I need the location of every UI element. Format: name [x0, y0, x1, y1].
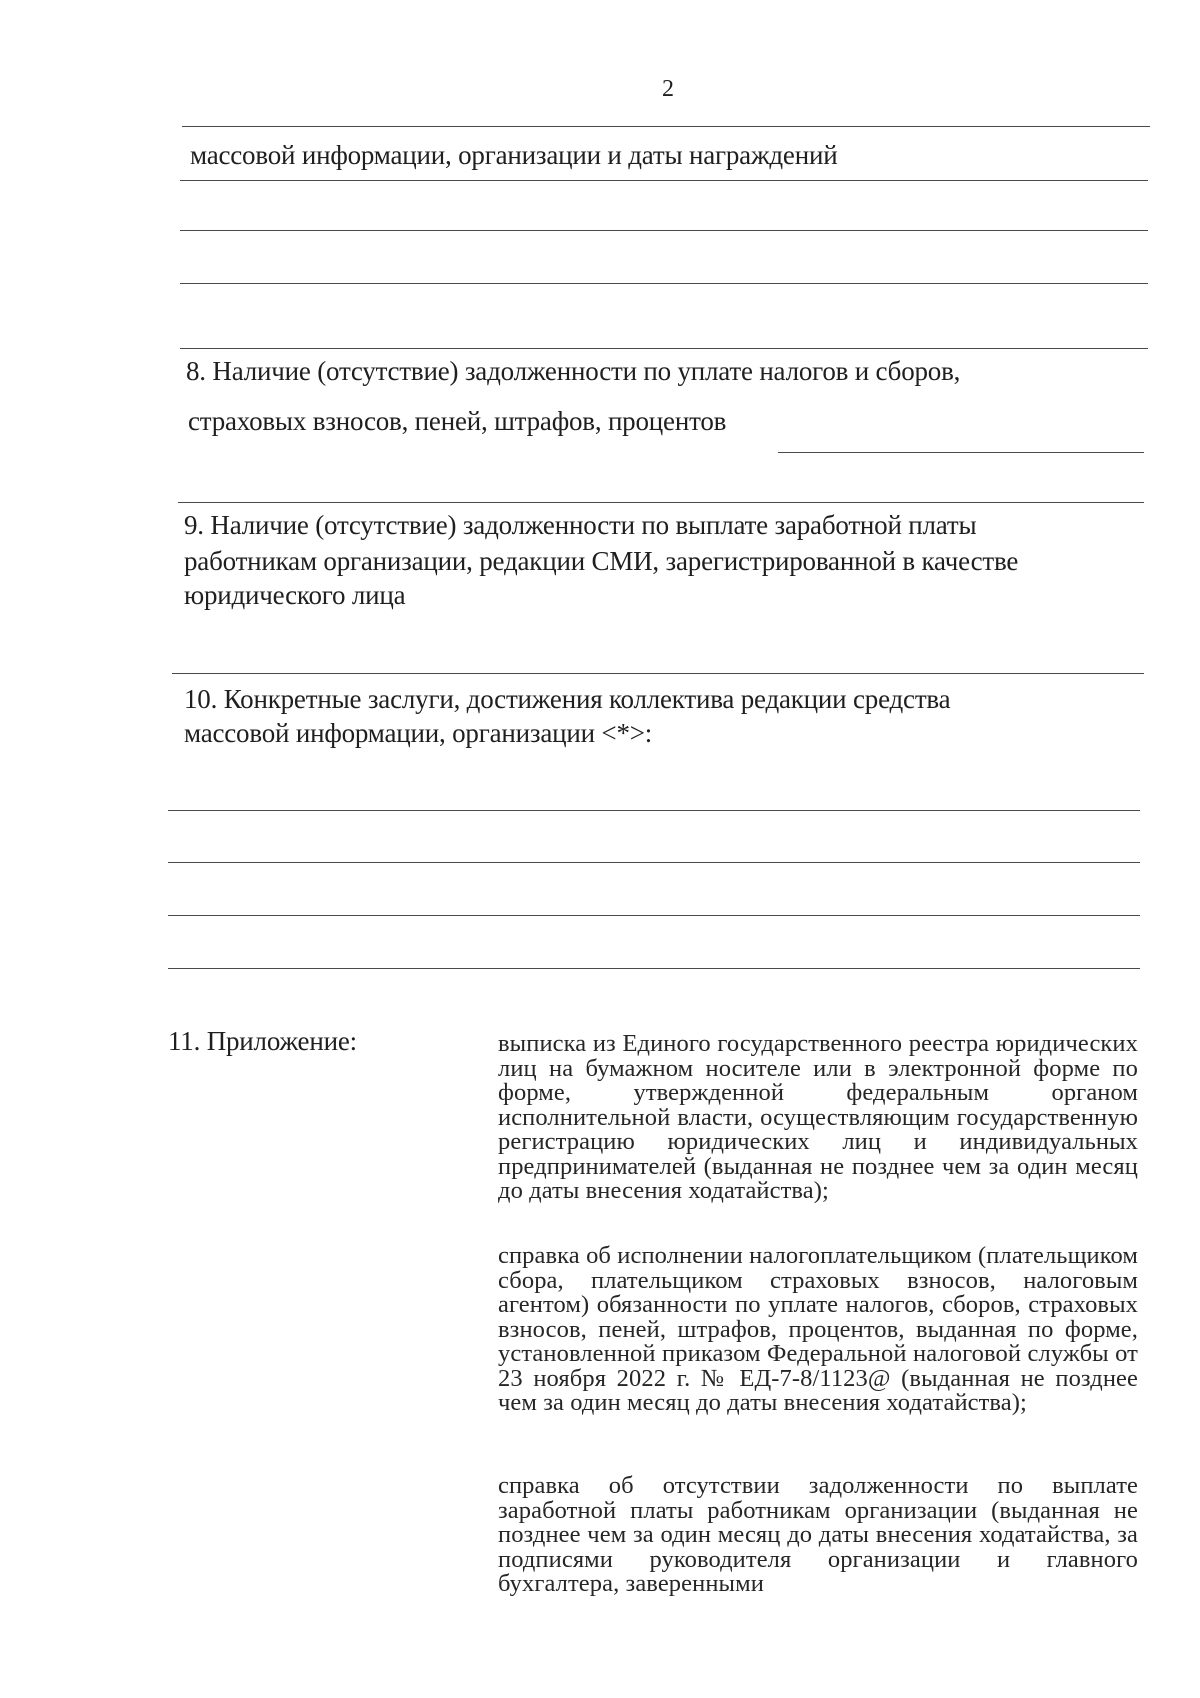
page-number: 2 — [662, 76, 674, 102]
form-line — [168, 862, 1140, 863]
form-line — [172, 673, 1144, 674]
form-line — [168, 810, 1140, 811]
form-line — [180, 348, 1148, 349]
item7-tail-text: массовой информации, организации и даты награждений — [190, 140, 838, 170]
attachment-item-3: справка об отсутствии задолженности по выплате заработной платы работникам организации (выданная не позднее чем за один месяц до даты внесения ходатайства, за подписями руководителя организации и главного бухгалтера, заверенными — [498, 1472, 1138, 1597]
item8-line2: страховых взносов, пеней, штрафов, процентов — [188, 406, 727, 436]
form-line — [180, 180, 1148, 181]
item10-line2: массовой информации, организации <*>: — [184, 718, 653, 748]
item9-line2: работникам организации, редакции СМИ, зарегистрированной в качестве — [184, 546, 1019, 576]
answer-line — [778, 452, 1144, 453]
item10-line1: 10. Конкретные заслуги, достижения коллектива редакции средства — [184, 684, 951, 714]
item9-line1: 9. Наличие (отсутствие) задолженности по выплате заработной платы — [184, 510, 977, 540]
form-line — [168, 915, 1140, 916]
form-line — [168, 968, 1140, 969]
form-line — [180, 283, 1148, 284]
attachment-item-1: выписка из Единого государственного реестра юридических лиц на бумажном носителе или в электронной форме по форме, утвержденной федеральным органом исполнительной власти, осуществляющим государственную регистрацию юридических лиц и индивидуальных предпринимателей (выданная не позднее чем за один месяц до даты внесения ходатайства); — [498, 1030, 1138, 1204]
form-line — [178, 502, 1144, 503]
attachment-item-2: справка об исполнении налогоплательщиком (плательщиком сбора, плательщиком страховых взносов, налоговым агентом) обязанности по уплате налогов, сборов, страховых взносов, пеней, штрафов, процентов, выданная по форме, установленной приказом Федеральной налоговой службы от 23 ноября 2022 г. № ЕД-7-8/1123@ (выданная не позднее чем за один месяц до даты внесения ходатайства); — [498, 1242, 1138, 1416]
item11-label: 11. Приложение: — [168, 1026, 357, 1056]
item9-line3: юридического лица — [184, 580, 406, 610]
form-line — [182, 126, 1150, 127]
form-line — [180, 230, 1148, 231]
item8-line1: 8. Наличие (отсутствие) задолженности по уплате налогов и сборов, — [186, 356, 961, 386]
